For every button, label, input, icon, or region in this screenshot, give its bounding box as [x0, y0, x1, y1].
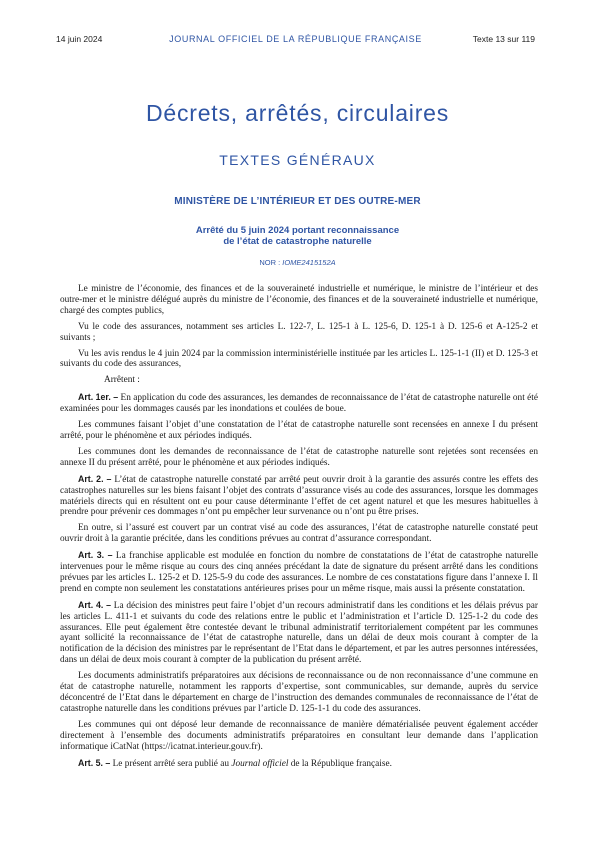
nor-reference [0, 258, 595, 267]
header-date: 14 juin 2024 [56, 34, 103, 44]
article-3-label: Art. 3. – [78, 550, 113, 561]
article-5-text-post: de la République française. [288, 758, 392, 769]
article-2 [60, 474, 538, 519]
article-4-paragraph: Les documents administratifs préparatoires aux décisions de reconnaissance ou de non reconnaissance d’une commune en état de catastrophe naturelle, notamment les rapports d’expertise, sont communicables, sur demande, auprès du service déconcentré de l’Etat dans le département en charge de l’instruction des demandes communales de reconnaissance de l’état de catastrophe naturelle dans les conditions prévues par l’article D. 125-1-1 du code des assurances. [60, 671, 538, 714]
article-1 [60, 392, 538, 415]
sub-title: TEXTES GÉNÉRAUX [219, 152, 376, 168]
ministry-name: MINISTÈRE DE L’INTÉRIEUR ET DES OUTRE-MER [174, 196, 421, 207]
journal-officiel-italic: Journal officiel [231, 758, 289, 769]
preamble-paragraph: Vu le code des assurances, notamment ses articles L. 122-7, L. 125-1 à L. 125-6, D. 125-1 à D. 125-6 et A-125-2 et suivants ; [60, 321, 538, 343]
article-5-label: Art. 5. – [78, 757, 111, 768]
article-5 [60, 758, 538, 770]
article-4 [60, 600, 538, 666]
page-header [56, 34, 535, 48]
article-2-paragraph: En outre, si l’assuré est couvert par un contrat visé au code des assurances, l’état de catastrophe naturelle constaté peut ouvrir droit à la garantie précitée, dans les conditions prévues au contrat d’assurance correspondant. [60, 523, 538, 545]
article-2-text: L’état de catastrophe naturelle constaté par arrêté peut ouvrir droit à la garantie des assurés contre les effets des catastrophes naturelles sur les biens faisant l’objet des contrats d’assurance visés au code des assurances, lorsque les dommages matériels directs qui en résultent ont eu pour cause déterminante l’effet de cet agent naturel et que les mesures habituelles à prendre pour prévenir ces dommages n’ont pu empêcher leur survenance ou n’ont pu être prises. [60, 474, 538, 518]
article-3-text: La franchise applicable est modulée en fonction du nombre de constatations de l’état de catastrophe naturelle intervenues pour le même risque au cours des cinq années précédant la date de signature du présent arrêté dans les conditions prévues par les articles L. 125-2 et D. 125-5-9 du code des assurances. Le nombre de ces constatations figure dans l’annexe I. Il prend en compte non seulement les constatations antérieures prises pour un même risque, mais aussi la présente constatation. [60, 551, 539, 594]
article-1-text: En application du code des assurances, les demandes de reconnaissance de l’état de catastrophe naturelle ont été examinées pour les dommages causés par les inondations et coulées de boue. [60, 393, 538, 415]
article-1-paragraph: Les communes faisant l’objet d’une constatation de l’état de catastrophe naturelle sont recensées en annexe I du présent arrêté, pour le phénomène et aux périodes indiqués. [60, 420, 538, 441]
header-text-number: Texte 13 sur 119 [472, 34, 535, 44]
decree-title [0, 225, 595, 247]
decree-title-line-1: Arrêté du 5 juin 2024 portant reconnaissance [195, 225, 400, 236]
header-journal-title: JOURNAL OFFICIEL DE LA RÉPUBLIQUE FRANÇAISE [169, 34, 422, 44]
decree-title-line-2: de l’état de catastrophe naturelle [223, 236, 372, 247]
article-2-label: Art. 2. – [78, 473, 112, 484]
section-title: Décrets, arrêtés, circulaires [145, 100, 450, 126]
preamble-paragraph: Le ministre de l’économie, des finances et de la souveraineté industrielle et numérique, le ministre de l’intérieur et des outre-mer et le ministre délégué auprès du ministre de l’économie, des finances et de la souveraineté industrielle et numérique, chargé des comptes publics, [60, 284, 538, 316]
preamble-paragraph: Vu les avis rendus le 4 juin 2024 par la commission interministérielle instituée par les articles L. 125-1-1 (II) et D. 125-3 et suivants du code des assurances, [60, 348, 538, 370]
article-4-paragraph: Les communes qui ont déposé leur demande de reconnaissance de manière dématérialisée peuvent également accéder directement à l’ensemble des documents administratifs préparatoires en consultant leur demande dans l’application informatique iCatNat (https://icatnat.interieur.gouv.fr). [60, 719, 538, 752]
article-5-text-pre: Le présent arrêté sera publié au [112, 758, 232, 769]
document-body [60, 284, 538, 774]
article-4-label: Art. 4. – [78, 599, 112, 610]
article-3 [60, 550, 538, 595]
article-4-text: La décision des ministres peut faire l’objet d’un recours administratif dans les conditions et les délais prévus par les articles L. 411-1 et suivants du code des relations entre le public et l’administration et l’article D. 125-1-2 du code des assurances. Elle peut également être contestée devant le tribunal administratif territorialement compétent par les communes ayant sollicité la reconnaissance de l’état de catastrophe naturelle, dans un délai de deux mois courant à compter de la notification de la décision des ministres par le représentant de l’Etat dans le département, et par les autres personnes intéressées, dans un délai de deux mois courant à compter de la publication du présent arrêté. [60, 600, 538, 666]
nor-code: IOME2415152A [282, 258, 336, 267]
article-1-label: Art. 1er. – [78, 392, 119, 403]
nor-label: NOR : [259, 258, 283, 267]
arretent-line: Arrêtent : [104, 375, 140, 386]
article-1-paragraph: Les communes dont les demandes de reconnaissance de l’état de catastrophe naturelle sont rejetées sont recensées en annexe II du présent arrêté, pour le phénomène et aux périodes indiqués. [60, 446, 538, 468]
